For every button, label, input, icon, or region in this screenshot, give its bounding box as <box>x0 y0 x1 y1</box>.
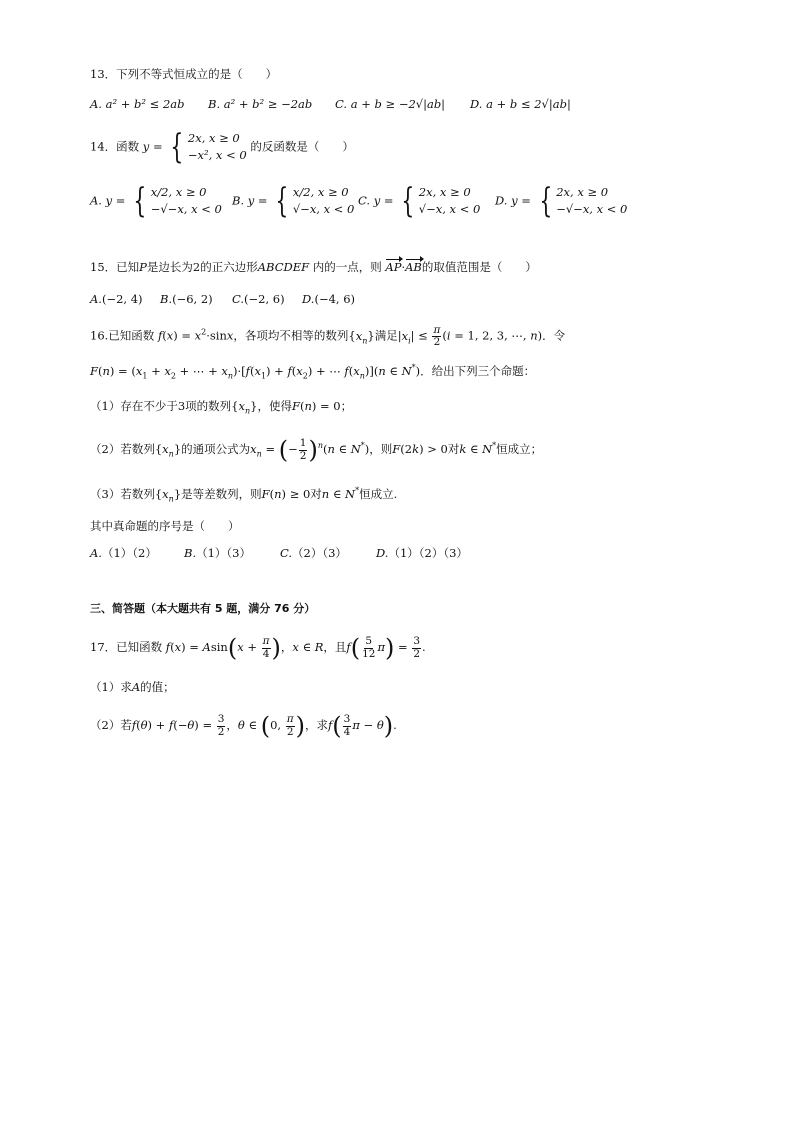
question-16-options <box>90 545 590 565</box>
q16-option-a[interactable]: A.（1）（2） <box>90 546 157 560</box>
question-16-line-1: 16.已知函数 $f(x) = x^2\cdot\sin x$，各项均不相等的数列$\{x_n\}$满足$|x_i|$ ≤ $\frac{\pi}{2}$ (i = 1, 2, 3, ⋯, n)．令 <box>90 324 566 349</box>
section-3-heading: 三、简答题（本大题共有 5 题，满分 76 分） <box>90 602 316 615</box>
q14-option-a[interactable]: A. y = { x/2, x ≥ 0 −√−x, x < 0 <box>90 181 222 222</box>
q14-option-c[interactable]: C. y = { 2x, x ≥ 0 √−x, x < 0 <box>358 181 481 222</box>
question-15-stem: 15．已知P是边长为2的正六边形ABCDEF 内的一点，则 AP·AB的取值范围是（ ） <box>90 260 537 274</box>
question-16-proposition-2: （2）若数列$\{x_n\}$的通项公式为$x_n$ = (− $\frac{1}{2}$ )$^n$(n ∈ N*)，则F(2k) > 0对k ∈ N*恒成立； <box>90 436 543 464</box>
q16-option-c[interactable]: C.（2）（3） <box>280 546 347 560</box>
q15-option-c[interactable]: C.(−2, 6) <box>232 292 285 306</box>
q13-option-c[interactable]: C. a + b ≥ −2√|ab| <box>335 97 446 111</box>
question-16-line-2: $F(n) = (x_1 + x_2$ + ⋯ + $x_n)\cdot[f(x_1) + f(x_2)$ + ⋯ $f(x_n)](n$ ∈ N*)．给出下列三个命题： <box>90 363 536 381</box>
question-17-part-1: （1）求A的值； <box>90 680 175 694</box>
q13-option-b[interactable]: B. a² + b² ≥ −2ab <box>208 97 313 111</box>
q13-option-a[interactable]: A. a² + b² ≤ 2ab <box>90 97 185 111</box>
question-16-proposition-3: （3）若数列$\{x_n\}$是等差数列，则F(n) ≥ 0对n ∈ N*恒成立. <box>90 486 398 504</box>
question-17-stem: 17．已知函数 f(x) = Asin(x + $\frac{\pi}{4}$ )，x ∈ R，且f( $\frac{5}{12}$ π) = $\frac{3}{2}$ . <box>90 634 426 662</box>
q14-option-b[interactable]: B. y = { x/2, x ≥ 0 √−x, x < 0 <box>232 181 355 222</box>
q16-option-d[interactable]: D.（1）（2）（3） <box>376 546 468 560</box>
question-13-stem: 13．下列不等式恒成立的是（ ） <box>90 67 278 81</box>
q15-option-d[interactable]: D.(−4, 6) <box>302 292 356 306</box>
question-16-ask: 其中真命题的序号是（ ） <box>90 519 240 533</box>
q13-option-d[interactable]: D. a + b ≤ 2√|ab| <box>470 97 571 111</box>
q14-function-cases: 2x, x ≥ 0 −x², x < 0 <box>187 131 247 163</box>
question-14-stem: 14．函数 y = { 2x, x ≥ 0 −x², x < 0 的反函数是（ ） <box>90 127 354 168</box>
question-14-options <box>90 181 710 234</box>
q15-option-a[interactable]: A.(−2, 4) <box>90 292 143 306</box>
question-13 <box>90 66 277 82</box>
question-16-proposition-1: （1）存在不少于3项的数列$\{x_n\}$，使得F(n) = 0； <box>90 399 353 416</box>
question-17-part-2: （2）若f(θ) + f(−θ) = $\frac{3}{2}$ ，θ ∈ (0, $\frac{\pi}{2}$ )，求f( $\frac{3}{4}$ π − θ). <box>90 712 397 740</box>
question-15-options <box>90 292 490 312</box>
question-13-options <box>90 97 710 117</box>
q15-option-b[interactable]: B.(−6, 2) <box>160 292 213 306</box>
q16-option-b[interactable]: B.（1）（3） <box>184 546 251 560</box>
q14-option-d[interactable]: D. y = { 2x, x ≥ 0 −√−x, x < 0 <box>495 181 628 222</box>
